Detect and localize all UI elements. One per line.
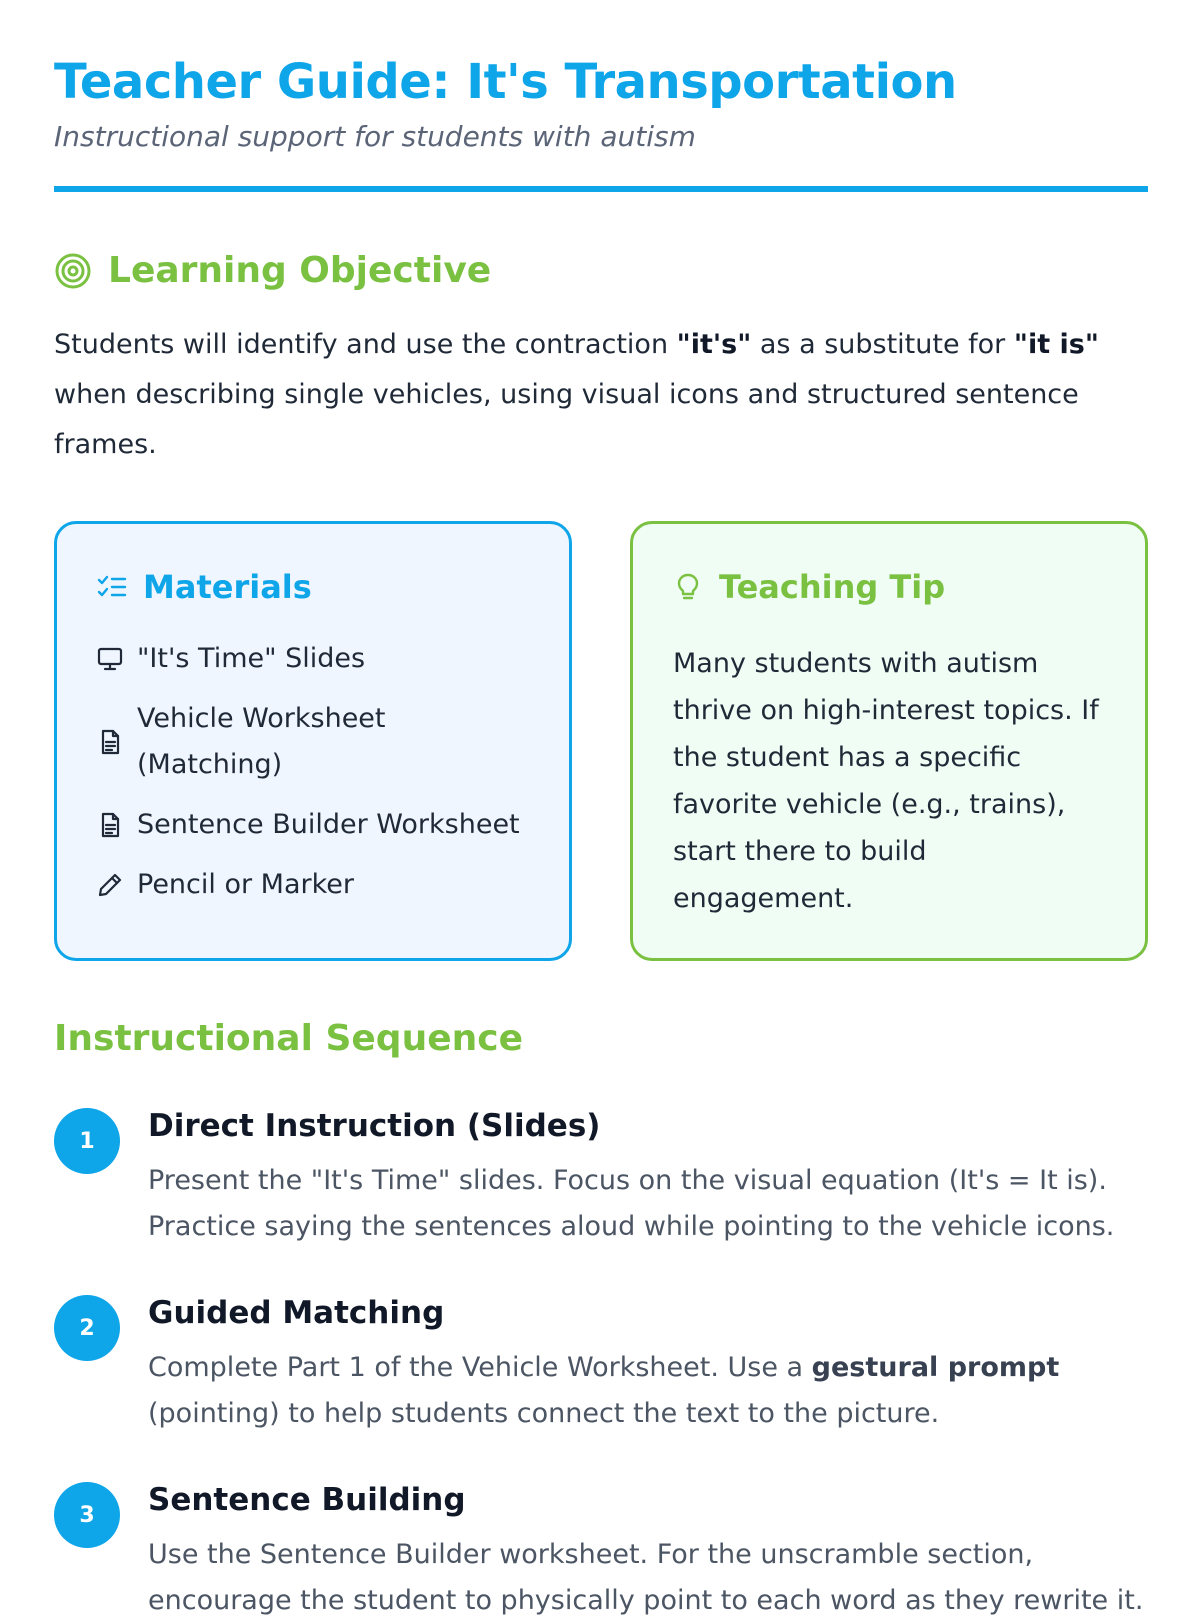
list-item (97, 802, 537, 848)
materials-heading (97, 568, 312, 606)
teaching-tip-label: Teaching Tip (719, 568, 946, 606)
objective-text-part: Students will identify and use the contraction (54, 329, 677, 360)
objective-bold-its: "it's" (676, 329, 752, 360)
material-label: Vehicle Worksheet (Matching) (137, 703, 386, 780)
list-item (97, 696, 537, 788)
step-text-part: Present the "It's Time" slides. Focus on the visual equation (It's = It is). Practice saying the sentences aloud while pointing to the vehicle icons. (148, 1165, 1115, 1242)
teacher-guide-page (54, 0, 1148, 1616)
step-description (148, 1158, 1148, 1250)
step-title: Sentence Building (148, 1482, 466, 1518)
objective-text-part: when describing single vehicles, using visual icons and structured sentence frames. (54, 379, 1079, 460)
step-description (148, 1532, 1148, 1624)
material-label: Pencil or Marker (137, 869, 355, 900)
page-subtitle: Instructional support for students with autism (54, 120, 696, 153)
document-icon (97, 729, 123, 755)
step-title: Guided Matching (148, 1295, 445, 1331)
step-bold-text: gestural prompt (811, 1352, 1060, 1383)
step-text-part: Use the Sentence Builder worksheet. For the unscramble section, encourage the student to physically point to each word as they rewrite it. (148, 1539, 1144, 1616)
checklist-icon (97, 572, 127, 602)
document-icon (97, 812, 123, 838)
objective-bold-it-is: "it is" (1013, 329, 1099, 360)
pencil-icon (97, 872, 123, 898)
materials-label: Materials (143, 568, 312, 606)
step-number-badge: 1 (54, 1108, 120, 1174)
list-item (97, 636, 537, 682)
materials-list (97, 636, 537, 922)
step-number-badge: 2 (54, 1295, 120, 1361)
materials-card (54, 521, 572, 961)
presentation-icon (97, 646, 123, 672)
learning-objective-heading (54, 250, 491, 291)
lightbulb-icon (673, 572, 703, 602)
step-text-part: (pointing) to help students connect the text to the picture. (148, 1398, 940, 1429)
title-divider (54, 186, 1148, 192)
material-label: "It's Time" Slides (137, 643, 366, 674)
instructional-sequence-heading: Instructional Sequence (54, 1018, 524, 1059)
teaching-tip-heading (673, 568, 945, 606)
material-label: Sentence Builder Worksheet (137, 809, 520, 840)
step-description (148, 1345, 1148, 1437)
learning-objective-text (54, 320, 1148, 470)
teaching-tip-text: Many students with autism thrive on high-interest topics. If the student has a specific favorite vehicle (e.g., trains), start there to build engagement. (673, 648, 1099, 914)
target-icon (54, 252, 92, 290)
list-item (97, 862, 537, 908)
page-title: Teacher Guide: It's Transportation (54, 54, 957, 110)
step-number-badge: 3 (54, 1482, 120, 1548)
learning-objective-label: Learning Objective (108, 250, 492, 291)
teaching-tip-card (630, 521, 1148, 961)
step-text-part: Complete Part 1 of the Vehicle Worksheet. Use a (148, 1352, 812, 1383)
step-title: Direct Instruction (Slides) (148, 1108, 601, 1144)
objective-text-part: as a substitute for (751, 329, 1014, 360)
